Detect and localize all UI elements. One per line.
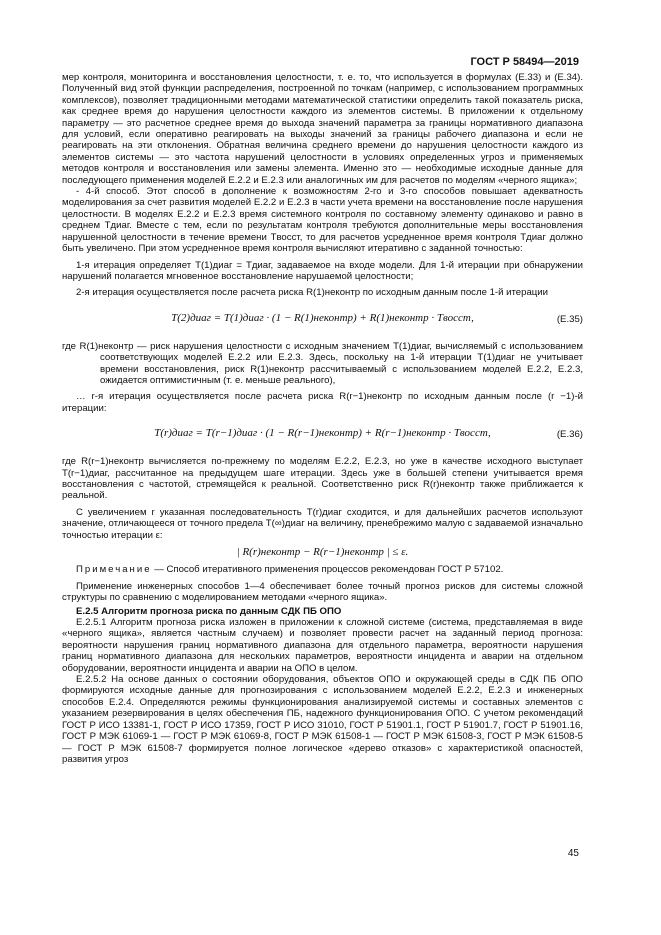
section-title: Е.2.5 Алгоритм прогноза риска по данным СДК ПБ ОПО [76,605,342,617]
note [62,564,583,575]
paragraph-e252: Е.2.5.2 На основе данных о состоянии оборудования, объектов ОПО и окружающей среды в СДК ПБ ОПО формируются исходные данные для прогнозирования с использованием моделей Е.2.2, Е.2.3 и инженерных способов Е.2.4. Определяются режимы функционирования анализируемой системы и составных элементов с указанием резервирования в целях обеспечения ПБ, надежного функционирования ОПО. С учетом рекомендаций ГОСТ Р ИСО 13381-1, ГОСТ Р ИСО 17359, ГОСТ Р ИСО 31010, ГОСТ Р 51901.1, ГОСТ Р 51901.7, ГОСТ Р 51901.16, ГОСТ Р МЭК 61069-1 — ГОСТ Р МЭК 61069-8, ГОСТ Р МЭК 61508-1 — ГОСТ Р МЭК 61508-3, ГОСТ Р МЭК 61508-5— ГОСТ Р МЭК 61508-7 формируется полное логическое «дерево отказов» с характеристикой опасностей, развития угроз [62,674,583,765]
paragraph-method-4: - 4-й способ. Этот способ в дополнение к возможностям 2-го и 3-го способов повышает адекватность моделирования за счет развития моделей Е.2.2 и Е.2.3 в части учета времени на восстановление после нарушения целостности. В моделях Е.2.2 и Е.2.3 время системного контроля по составному элементу одинаково и равно в среднем Tдиаг. Вместе с тем, если по результатам контроля требуются дополнительные меры восстановления нарушенной целостности в течение времени Tвосст, то для расчетов усредненное время контроля Tдиаг должно быть увеличено. При этом усредненное время контроля вычисляют итеративно с заданной точностью: [62,186,583,255]
equation-e36-number: (Е.36) [556,429,583,441]
equation-e36 [62,420,583,450]
convergence-criterion: | R(r)неконтр − R(r−1)неконтр | ≤ ε. [236,546,409,558]
paragraph-where-1: где R(1)неконтр — риск нарушения целостности с исходным значением T(1)диаг, вычисляемый с использованием соответствующих моделей Е.2.2 или Е.2.3. Здесь, поскольку на 1-й итерации T(1)диаг не учитывает времени восстановления, риск R(1)неконтр рассчитываемый с использованием моделей Е.2.2, Е.2.3, ожидается оптимистичным (т. е. меньше реального), [62,340,583,386]
paragraph-continuation: мер контроля, мониторинга и восстановления целостности, т. е. то, что используется в формулах (Е.33) и (Е.34). Полученный вид этой функции распределения, построенной по точкам (например, с использованием программных комплексов), позволяет традиционными методами математической статистики определить такой показатель риска, как среднее время до нарушения целостности каждого из элементов системы. В приложении к отдельному параметру — это расчетное среднее время до выхода значений параметра за границы нормативного диапазона для условий, если оперативно реагировать на выходы значений за границы рабочего диапазона и если не реагировать на эти отклонения. Обратная величина среднего времени до нарушения целостности каждого из элементов системы — это частота нарушений целостности в условиях определенных угроз и применяемых методов контроля и восстановления или замены элемента. Именно это — необходимые исходные данные для последующего применения моделей Е.2.2 и Е.2.3 или аналогичных им для расчетов по моделям «черного ящика»; [62,72,583,186]
paragraph-iteration-1: 1-я итерация определяет T(1)диаг = Tдиаг, задаваемое на входе модели. Для 1-й итерации при обнаружении нарушений полагается мгновенное восстановление нарушаемой целостности; [62,259,583,282]
paragraph-iteration-2: 2-я итерация осуществляется после расчета риска R(1)неконтр по исходным данным после 1-й итерации [76,287,548,299]
equation-e35 [62,305,583,335]
page-number: 45 [567,848,579,859]
paragraph-e251: Е.2.5.1 Алгоритм прогноза риска изложен в приложении к сложной системе (система, представляемая в виде «черного ящика», является частным случаем) и позволяет провести расчет на заданный период прогноза: вероятности нарушения границ нормативного диапазона для отдельного параметра, вероятности нарушения границ нормативного диапазона для нескольких параметров, вероятности инцидента и аварии на отдельном оборудовании, вероятности инцидента и аварии на ОПО в целом. [62,617,583,674]
note-label: Примечание [76,564,152,576]
paragraph-iteration-r: … r-я итерация осуществляется после расчета риска R(r−1)неконтр по исходным данным после (r −1)-й итерации: [62,391,583,414]
paragraph-convergence: С увеличением r указанная последовательность T(r)диаг сходится, и для дальнейших расчетов используют значение, отличающееся от точного предела T(∞)диаг на величину, пренебрежимо малую с задаваемой изначально точностью итерации ε: [62,506,583,541]
note-text: — Способ итеративного применения процессов рекомендован ГОСТ Р 57102. [151,564,504,576]
page-body [62,72,583,765]
document-header: ГОСТ Р 58494—2019 [470,56,579,68]
equation-e36-expression: T(r)диаг = T(r−1)диаг · (1 − R(r−1)неконтр) + R(r−1)неконтр · Tвосст, [154,427,491,440]
paragraph-where-2: где R(r−1)неконтр вычисляется по-прежнему по моделям Е.2.2, Е.2.3, но уже в качестве исходного выступает T(r−1)диаг, рассчитанное на предыдущем шаге итерации. Здесь уже в большей степени учитывается время восстановления с частотой, стремящейся к реальной. Соответственно риск R(r)неконтр также приближается к реальной. [62,456,583,502]
equation-e35-expression: T(2)диаг = T(1)диаг · (1 − R(1)неконтр) + R(1)неконтр · Tвосст, [171,311,474,324]
equation-e35-number: (Е.35) [556,313,583,325]
paragraph-after-note: Применение инженерных способов 1—4 обеспечивает более точный прогноз рисков для системы сложной структуры по сравнению с моделированием методами «черного ящика». [62,580,583,604]
